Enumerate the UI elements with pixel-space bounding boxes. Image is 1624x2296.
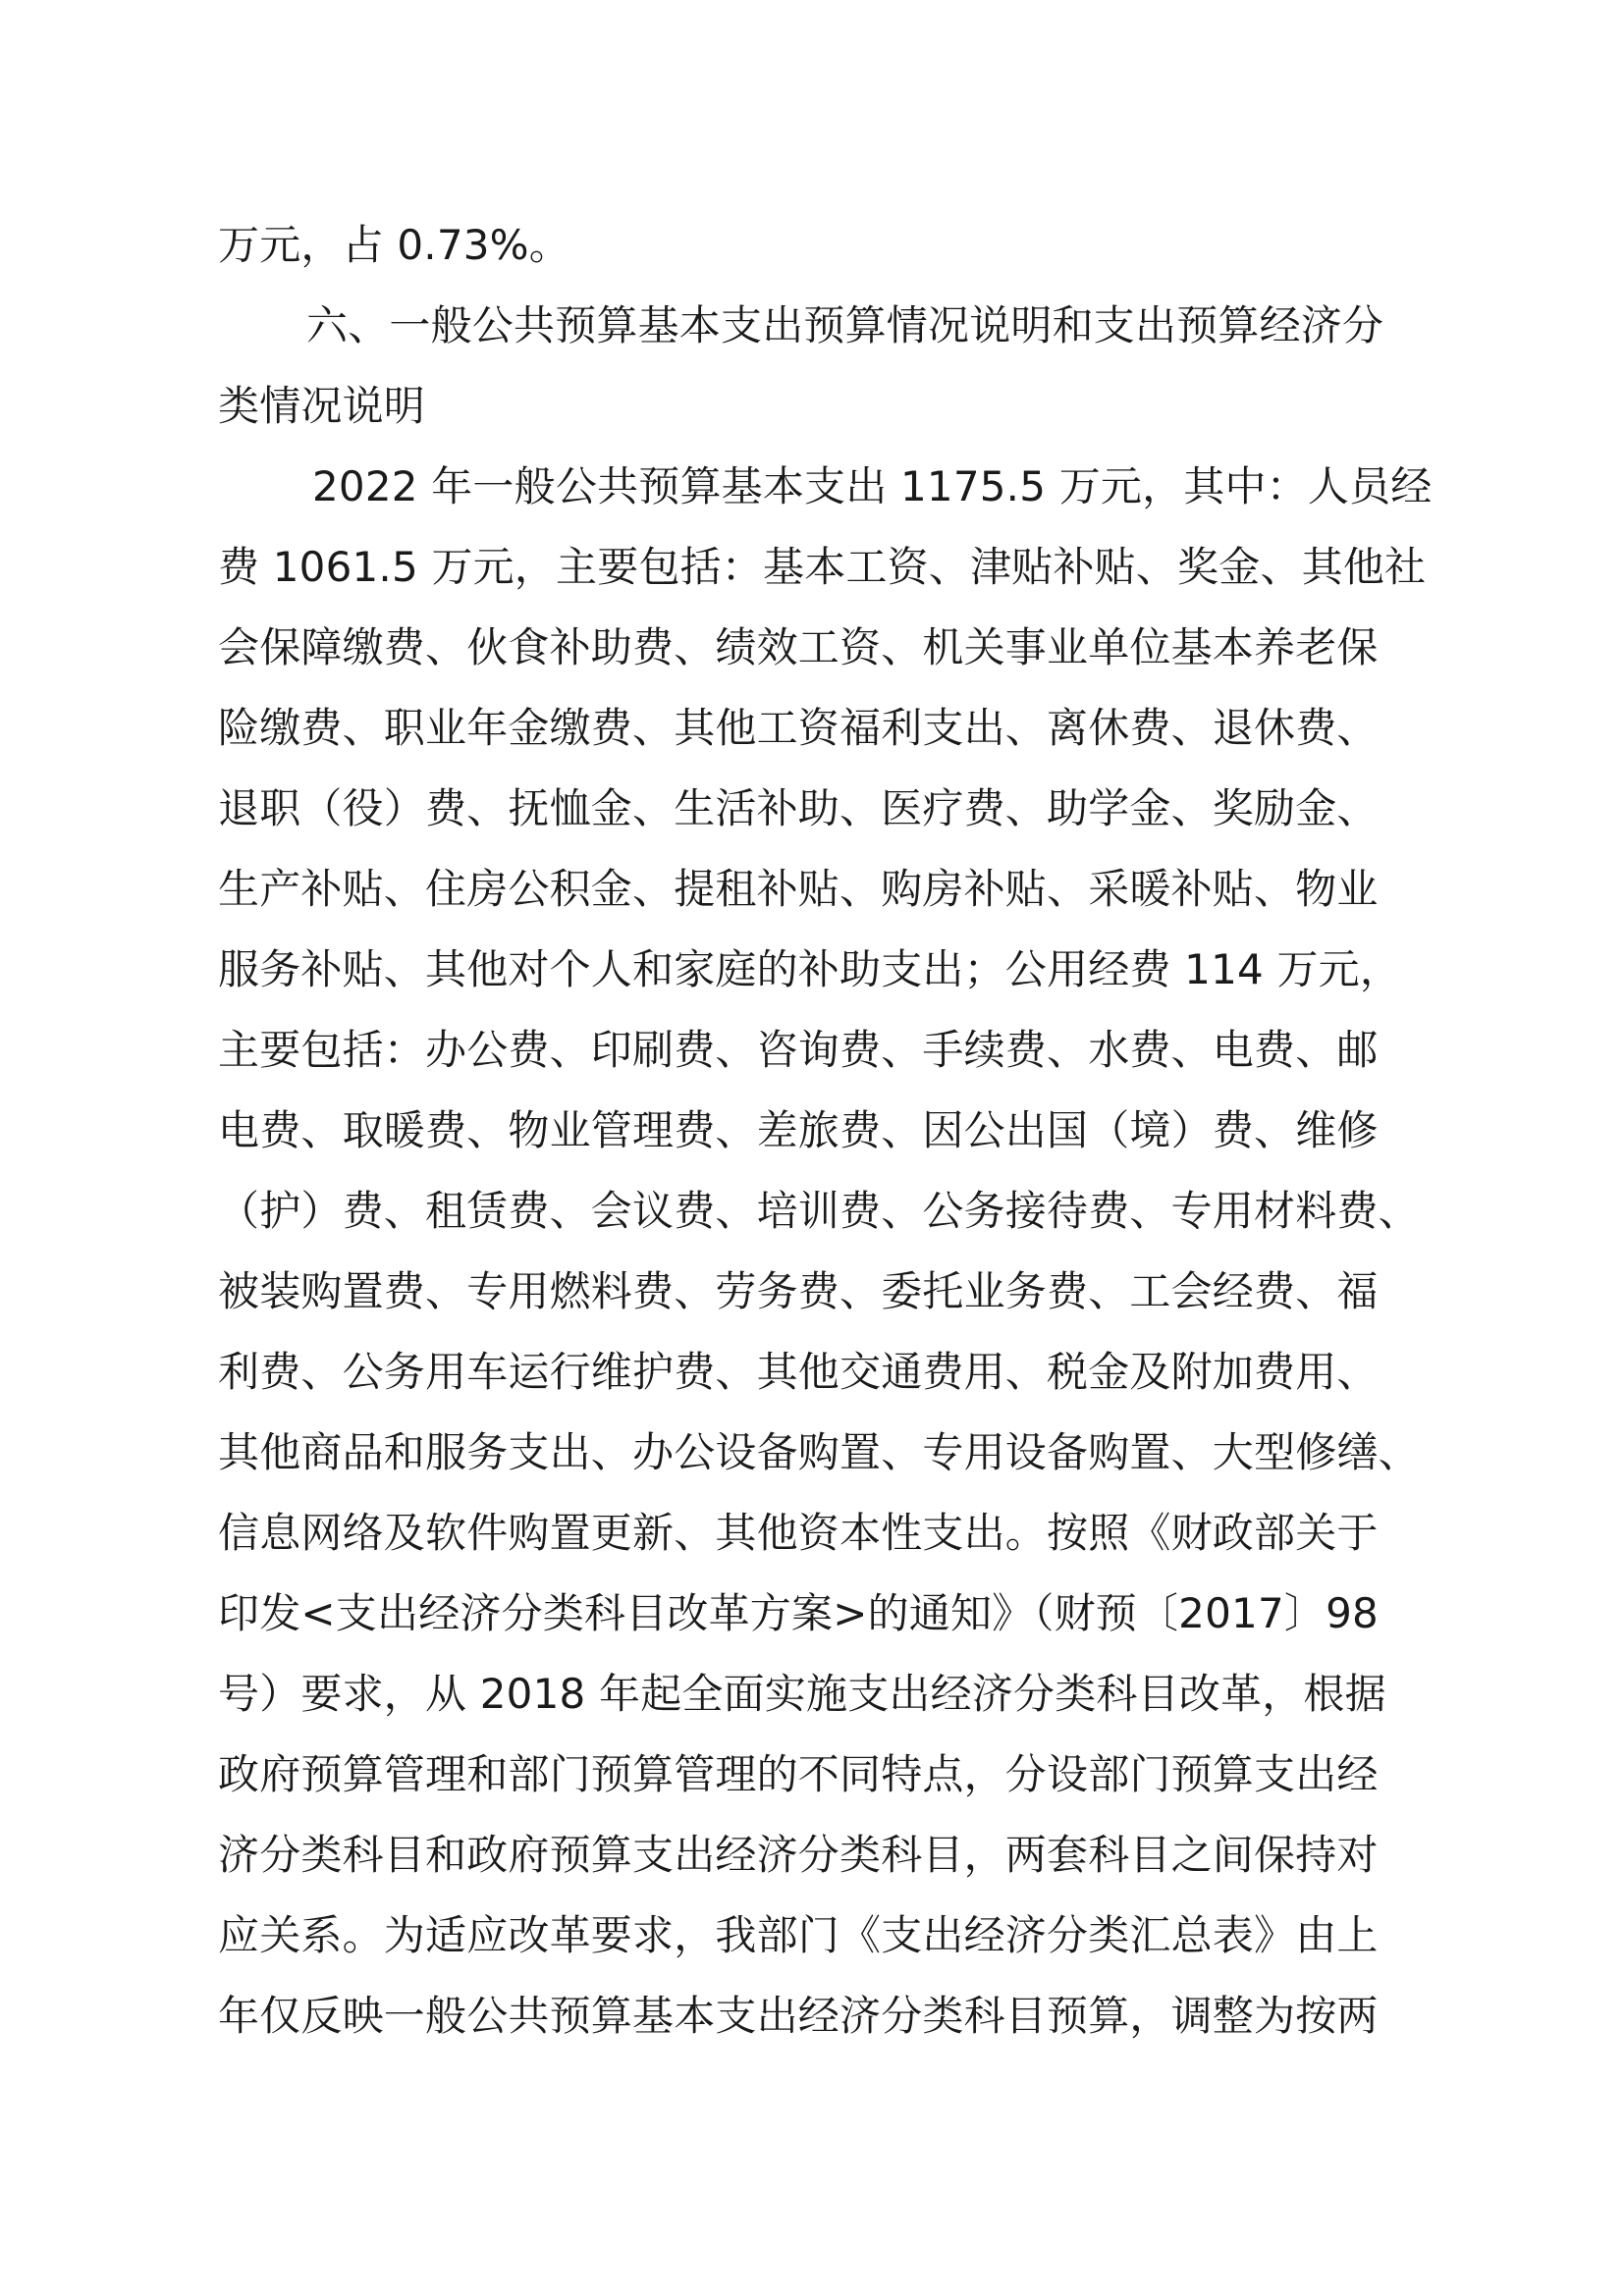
paragraph-line-7: 服务补贴、其他对个人和家庭的补助支出；公用经费 114 万元， — [218, 945, 1402, 993]
paragraph-line-3: 会保障缴费、伙食补助费、绩效工资、机关事业单位基本养老保 — [218, 623, 1379, 671]
paragraph-line-13: 其他商品和服务支出、办公设备购置、专用设备购置、大型修缮、 — [218, 1428, 1420, 1476]
paragraph-line-16: 号）要求，从 2018 年起全面实施支出经济分类科目改革，根据 — [218, 1670, 1386, 1718]
section-heading-line-1: 六、一般公共预算基本支出预算情况说明和支出预算经济分 — [306, 301, 1384, 349]
paragraph-line-19: 应关系。为适应改革要求，我部门《支出经济分类汇总表》由上 — [218, 1911, 1379, 1959]
paragraph-line-20: 年仅反映一般公共预算基本支出经济分类科目预算，调整为按两 — [218, 1992, 1379, 2040]
paragraph-line-14: 信息网络及软件购置更新、其他资本性支出。按照《财政部关于 — [218, 1509, 1379, 1557]
text-line-1: 万元，占 0.73%。 — [218, 221, 570, 269]
paragraph-line-8: 主要包括：办公费、印刷费、咨询费、手续费、水费、电费、邮 — [218, 1026, 1379, 1074]
paragraph-line-12: 利费、公务用车运行维护费、其他交通费用、税金及附加费用、 — [218, 1348, 1379, 1396]
paragraph-line-1: 2022 年一般公共预算基本支出 1175.5 万元，其中：人员经 — [312, 462, 1433, 510]
paragraph-line-4: 险缴费、职业年金缴费、其他工资福利支出、离休费、退休费、 — [218, 704, 1379, 752]
paragraph-line-18: 济分类科目和政府预算支出经济分类科目，两套科目之间保持对 — [218, 1831, 1379, 1879]
paragraph-line-11: 被装购置费、专用燃料费、劳务费、委托业务费、工会经费、福 — [218, 1267, 1379, 1315]
paragraph-line-2: 费 1061.5 万元，主要包括：基本工资、津贴补贴、奖金、其他社 — [218, 543, 1427, 591]
paragraph-line-10: （护）费、租赁费、会议费、培训费、公务接待费、专用材料费、 — [218, 1187, 1420, 1235]
paragraph-line-15: 印发<支出经济分类科目改革方案>的通知》（财预〔2017〕98 — [218, 1589, 1379, 1637]
paragraph-line-5: 退职（役）费、抚恤金、生活补助、医疗费、助学金、奖励金、 — [218, 784, 1379, 832]
paragraph-line-9: 电费、取暖费、物业管理费、差旅费、因公出国（境）费、维修 — [218, 1106, 1379, 1154]
section-heading-line-2: 类情况说明 — [218, 382, 426, 430]
paragraph-line-17: 政府预算管理和部门预算管理的不同特点，分设部门预算支出经 — [218, 1750, 1379, 1798]
paragraph-line-6: 生产补贴、住房公积金、提租补贴、购房补贴、采暖补贴、物业 — [218, 865, 1379, 913]
